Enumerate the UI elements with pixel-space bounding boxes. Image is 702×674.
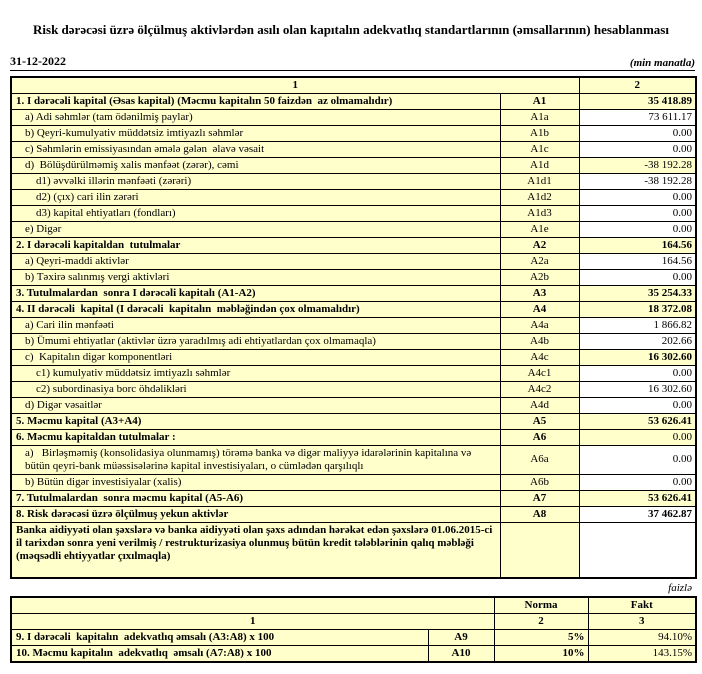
table1-header-row	[11, 77, 696, 94]
table-row	[11, 285, 696, 301]
table-row	[11, 189, 696, 205]
row-label: a) Birləşməmiş (konsolidasiya olunmamış) törəmə banka və digər maliyyə idarələrinin kapitalına və bütün qeyri-bank müəssisələrinə kapital investisiyaları, o cümlədən qarşılıqlı	[11, 445, 500, 474]
row-code: A2a	[500, 253, 579, 269]
row-code: A5	[500, 413, 579, 429]
row-label: a) Qeyri-maddi aktivlər	[11, 253, 500, 269]
row-code: A1d3	[500, 205, 579, 221]
table-row	[11, 429, 696, 445]
table2-norma-header: Norma	[494, 597, 588, 614]
row-value: 0.00	[579, 189, 696, 205]
table1-col1-header: 1	[11, 77, 579, 94]
row-value: 35 254.33	[579, 285, 696, 301]
row-code: A1a	[500, 109, 579, 125]
table1-col2-header: 2	[579, 77, 696, 94]
currency-unit-note: (min manatla)	[629, 56, 695, 69]
table-row	[11, 109, 696, 125]
row-value: 0.00	[579, 429, 696, 445]
table-row	[11, 141, 696, 157]
table-row	[11, 157, 696, 173]
row-label: 4. II dərəcəli kapital (I dərəcəli kapitalın məbləğindən çox olmamalıdır)	[11, 301, 500, 317]
row-value: 0.00	[579, 141, 696, 157]
row-code: A1d2	[500, 189, 579, 205]
ratio-code: A9	[428, 629, 494, 645]
row-code: A1d1	[500, 173, 579, 189]
table-row	[11, 381, 696, 397]
table2-col3-header: 3	[588, 613, 696, 629]
row-label: d3) kapital ehtiyatları (fondları)	[11, 205, 500, 221]
table-row	[11, 253, 696, 269]
row-code: A7	[500, 490, 579, 506]
table-row	[11, 269, 696, 285]
row-value: 0.00	[579, 205, 696, 221]
ratio-row	[11, 629, 696, 645]
table-row	[11, 333, 696, 349]
row-label: a) Adi səhmlər (tam ödənilmiş paylar)	[11, 109, 500, 125]
row-code: A6	[500, 429, 579, 445]
percent-unit-note: faizlə	[668, 581, 692, 594]
row-label: 8. Risk dərəcəsi üzrə ölçülmuş yekun aktivlər	[11, 506, 500, 522]
row-code: A4a	[500, 317, 579, 333]
row-label: 7. Tutulmalardan sonra məcmu kapital (A5-A6)	[11, 490, 500, 506]
row-value: 0.00	[579, 365, 696, 381]
row-code: A1c	[500, 141, 579, 157]
row-code: A4c	[500, 349, 579, 365]
row-code: A6a	[500, 445, 579, 474]
page-title: Risk dərəcəsi üzrə ölçülmuş aktivlərdən asılı olan kapıtalın adekvatlıq standartlarının (əmsallarının) hesablanması	[33, 22, 669, 37]
row-label: Banka aidiyyəti olan şəxslərə və banka aidiyyəti olan şəxs adından hərəkət edən şəxslərə 01.06.2015-ci il tarixdən sonra yeni verilmiş / restrukturizasiya olunmuş bütün kredit tələblərinin qalıq məbləği (məqsədli ehtiyyatlar çıxılmaqla)	[11, 522, 500, 578]
row-code: A4d	[500, 397, 579, 413]
table-row	[11, 301, 696, 317]
table2-col2-header: 2	[494, 613, 588, 629]
ratio-fakt-value: 94.10%	[588, 629, 696, 645]
ratio-label: 9. I dərəcəli kapitalın adekvatlıq əmsalı (A3:A8) x 100	[11, 629, 428, 645]
row-value: 53 626.41	[579, 490, 696, 506]
row-label: d2) (çıx) cari ilin zərəri	[11, 189, 500, 205]
row-code: A4c2	[500, 381, 579, 397]
row-code: A1e	[500, 221, 579, 237]
row-value: 0.00	[579, 269, 696, 285]
table-row	[11, 490, 696, 506]
row-label: 5. Məcmu kapital (A3+A4)	[11, 413, 500, 429]
row-value: 0.00	[579, 125, 696, 141]
ratio-code: A10	[428, 645, 494, 662]
row-label: d) Bölüşdürülməmiş xalis mənfəət (zərər), cəmi	[11, 157, 500, 173]
row-code: A1b	[500, 125, 579, 141]
row-value: 1 866.82	[579, 317, 696, 333]
table2-header-row-2	[11, 613, 696, 629]
row-value: 73 611.17	[579, 109, 696, 125]
row-value: 18 372.08	[579, 301, 696, 317]
row-label: d1) əvvəlki illərin mənfəəti (zərəri)	[11, 173, 500, 189]
row-code: A8	[500, 506, 579, 522]
row-label: c2) subordinasiya borc öhdəlikləri	[11, 381, 500, 397]
row-value: 37 462.87	[579, 506, 696, 522]
row-value: -38 192.28	[579, 173, 696, 189]
row-label: d) Digər vəsaitlər	[11, 397, 500, 413]
row-code: A2	[500, 237, 579, 253]
table-row	[11, 413, 696, 429]
report-date: 31-12-2022	[10, 53, 66, 68]
table-row	[11, 173, 696, 189]
table-row	[11, 125, 696, 141]
table-row	[11, 237, 696, 253]
row-label: 1. I dərəcəli kapital (Əsas kapital) (Məcmu kapitalın 50 faizdən az olmamalıdır)	[11, 93, 500, 109]
row-value	[579, 522, 696, 578]
meta-row	[10, 54, 695, 71]
table-row	[11, 506, 696, 522]
row-code: A4b	[500, 333, 579, 349]
table-row	[11, 205, 696, 221]
adequacy-ratio-table	[10, 596, 697, 663]
row-label: c) Kapitalın digər komponentləri	[11, 349, 500, 365]
ratio-fakt-value: 143.15%	[588, 645, 696, 662]
row-code: A4c1	[500, 365, 579, 381]
row-code: A3	[500, 285, 579, 301]
row-label: 2. I dərəcəli kapitaldan tutulmalar	[11, 237, 500, 253]
row-code: A6b	[500, 474, 579, 490]
table2-header-row-1	[11, 597, 696, 614]
row-label: b) Təxirə salınmış vergi aktivləri	[11, 269, 500, 285]
table-row	[11, 522, 696, 578]
table2-col1-header: 1	[11, 613, 494, 629]
row-label: b) Bütün digər investisiyalar (xalis)	[11, 474, 500, 490]
row-value: 16 302.60	[579, 349, 696, 365]
row-value: 0.00	[579, 397, 696, 413]
table-row	[11, 474, 696, 490]
row-code: A4	[500, 301, 579, 317]
table-row	[11, 221, 696, 237]
report-page	[0, 22, 702, 674]
ratio-norma-value: 10%	[494, 645, 588, 662]
ratio-label: 10. Məcmu kapitalın adekvatlıq əmsalı (A7:A8) x 100	[11, 645, 428, 662]
ratio-row	[11, 645, 696, 662]
row-value: 164.56	[579, 237, 696, 253]
row-code	[500, 522, 579, 578]
row-value: 0.00	[579, 445, 696, 474]
row-label: 3. Tutulmalardan sonra I dərəcəli kapitalı (A1-A2)	[11, 285, 500, 301]
row-value: 0.00	[579, 474, 696, 490]
row-code: A2b	[500, 269, 579, 285]
row-value: 164.56	[579, 253, 696, 269]
row-value: 202.66	[579, 333, 696, 349]
row-label: a) Cari ilin mənfəəti	[11, 317, 500, 333]
table-row	[11, 365, 696, 381]
row-label: c) Səhmlərin emissiyasından əmələ gələn əlavə vəsait	[11, 141, 500, 157]
table-row	[11, 397, 696, 413]
row-value: -38 192.28	[579, 157, 696, 173]
ratio-norma-value: 5%	[494, 629, 588, 645]
row-label: 6. Məcmu kapitaldan tutulmalar :	[11, 429, 500, 445]
row-label: e) Digər	[11, 221, 500, 237]
table-row	[11, 93, 696, 109]
row-value: 0.00	[579, 221, 696, 237]
row-value: 53 626.41	[579, 413, 696, 429]
row-label: b) Ümumi ehtiyatlar (aktivlər üzrə yaradılmış adi ehtiyatlardan çox olmamaqla)	[11, 333, 500, 349]
capital-adequacy-table	[10, 76, 697, 579]
table-row	[11, 445, 696, 474]
table-row	[11, 317, 696, 333]
table2-empty-header	[11, 597, 494, 614]
row-code: A1	[500, 93, 579, 109]
table2-fakt-header: Fakt	[588, 597, 696, 614]
row-label: b) Qeyri-kumulyativ müddətsiz imtiyazlı səhmlər	[11, 125, 500, 141]
row-code: A1d	[500, 157, 579, 173]
row-value: 35 418.89	[579, 93, 696, 109]
row-label: c1) kumulyativ müddətsiz imtiyazlı səhmlər	[11, 365, 500, 381]
table-row	[11, 349, 696, 365]
row-value: 16 302.60	[579, 381, 696, 397]
